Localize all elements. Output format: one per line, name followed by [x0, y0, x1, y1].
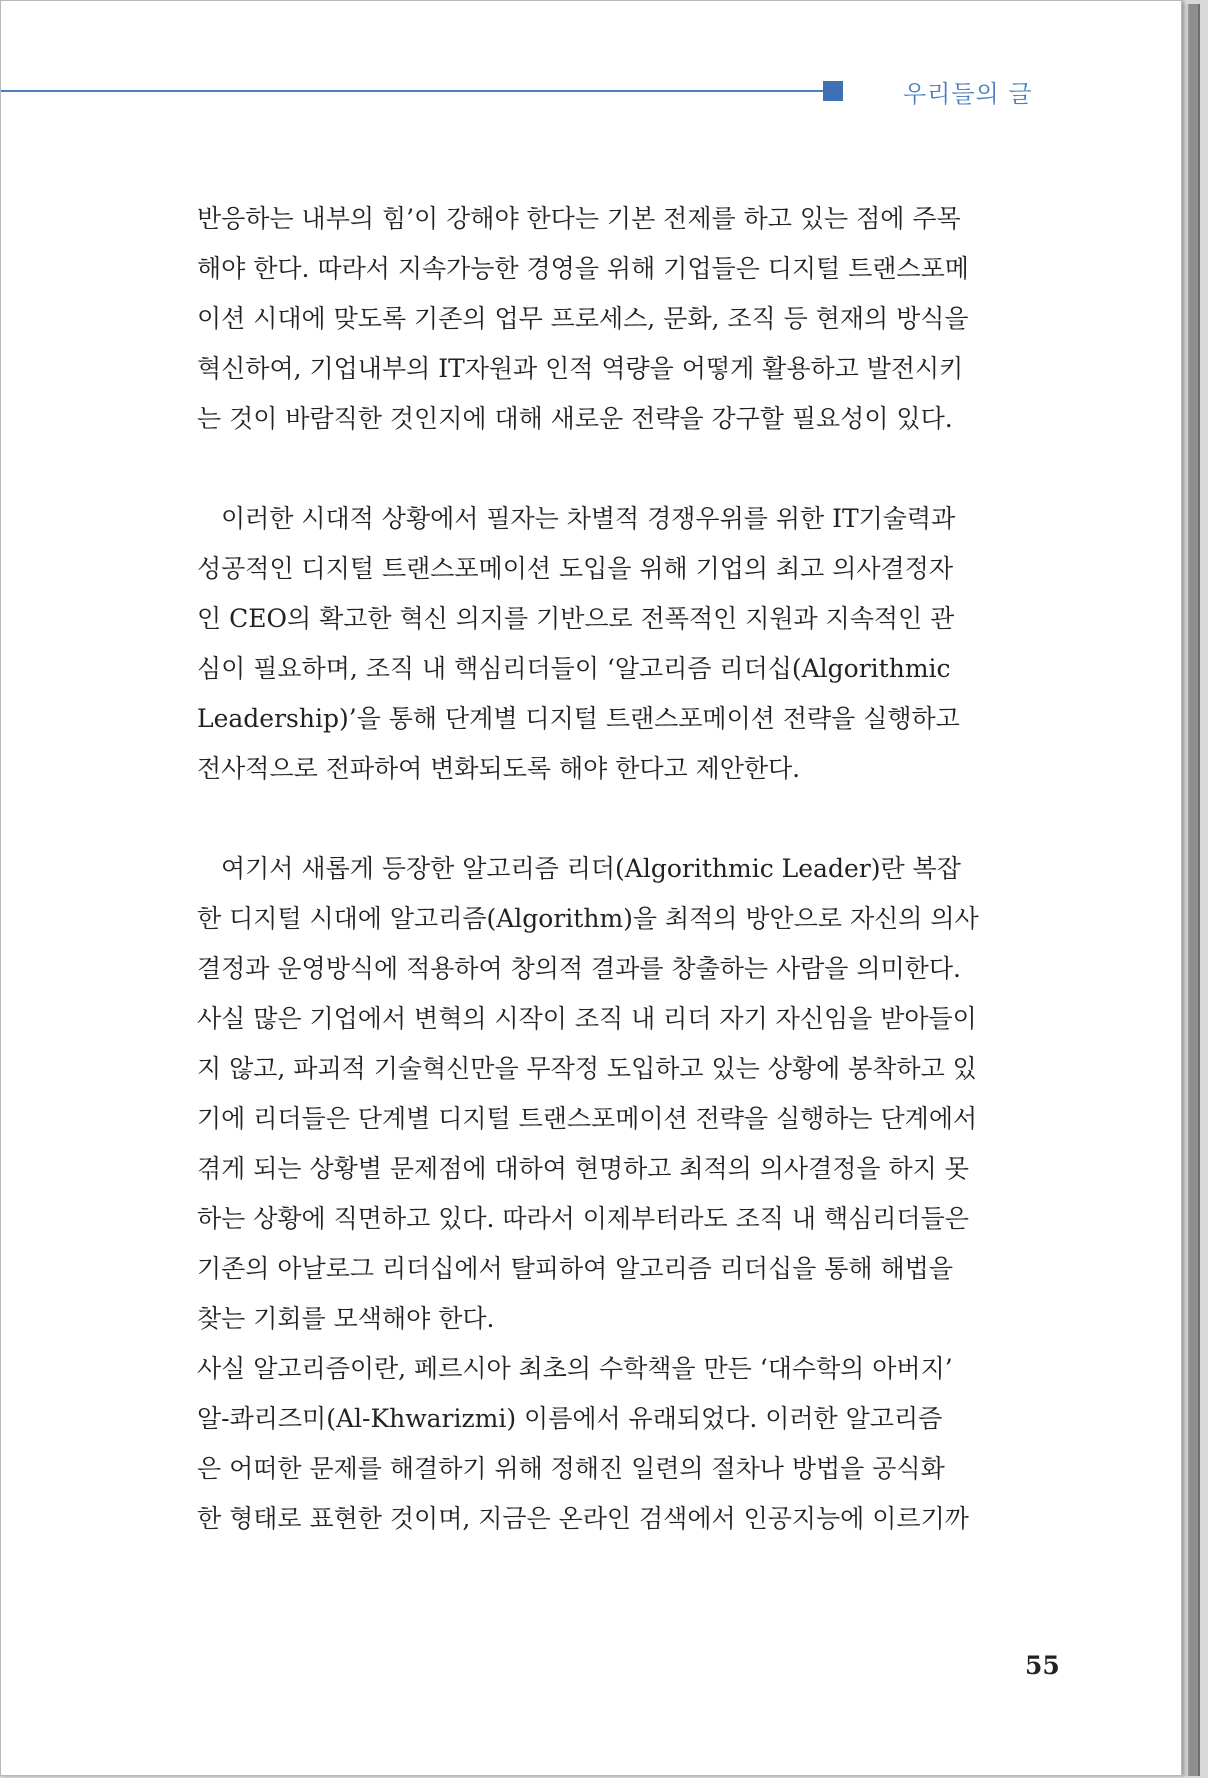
paragraph — [197, 844, 1057, 1544]
text-line: 하는 상황에 직면하고 있다. 따라서 이제부터라도 조직 내 핵심리더들은 — [197, 1204, 969, 1233]
text-line: 심이 필요하며, 조직 내 핵심리더들이 ‘알고리즘 리더십(Algorithmic — [197, 654, 951, 683]
text-line: 해야 한다. 따라서 지속가능한 경영을 위해 기업들은 디지털 트랜스포메 — [197, 254, 969, 283]
text-line: Leadership)’을 통해 단계별 디지털 트랜스포메이션 전략을 실행하고 — [197, 704, 960, 733]
paragraph — [197, 194, 1057, 444]
text-line: 이션 시대에 맞도록 기존의 업무 프로세스, 문화, 조직 등 현재의 방식을 — [197, 304, 969, 333]
text-line: 여기서 새롭게 등장한 알고리즘 리더(Algorithmic Leader)란 복잡 — [221, 854, 961, 883]
text-line: 는 것이 바람직한 것인지에 대해 새로운 전략을 강구할 필요성이 있다. — [197, 404, 953, 433]
paragraph — [197, 494, 1057, 794]
page-number: 55 — [1025, 1651, 1060, 1680]
body-text — [197, 194, 1057, 1544]
text-line: 찾는 기회를 모색해야 한다. — [197, 1304, 495, 1333]
text-line: 전사적으로 전파하여 변화되도록 해야 한다고 제안한다. — [197, 754, 801, 783]
header-rule — [1, 90, 823, 92]
text-line: 지 않고, 파괴적 기술혁신만을 무작정 도입하고 있는 상황에 봉착하고 있 — [197, 1054, 977, 1083]
text-line: 한 형태로 표현한 것이며, 지금은 온라인 검색에서 인공지능에 이르기까 — [197, 1504, 969, 1533]
page-edge-dark — [1188, 4, 1200, 1776]
text-line: 성공적인 디지털 트랜스포메이션 도입을 위해 기업의 최고 의사결정자 — [197, 554, 953, 583]
text-line: 혁신하여, 기업내부의 IT자원과 인적 역량을 어떻게 활용하고 발전시키 — [197, 354, 964, 383]
text-line: 사실 많은 기업에서 변혁의 시작이 조직 내 리더 자기 자신임을 받아들이 — [197, 1004, 977, 1033]
text-line: 기존의 아날로그 리더십에서 탈피하여 알고리즘 리더십을 통해 해법을 — [197, 1254, 953, 1283]
paragraph-gap — [197, 794, 1057, 844]
header-square-marker — [823, 81, 843, 101]
text-line: 겪게 되는 상황별 문제점에 대하여 현명하고 최적의 의사결정을 하지 못 — [197, 1154, 969, 1183]
text-line: 사실 알고리즘이란, 페르시아 최초의 수학책을 만든 ‘대수학의 아버지’ — [197, 1354, 953, 1383]
section-title: 우리들의 글 — [903, 80, 1033, 108]
text-line: 이러한 시대적 상황에서 필자는 차별적 경쟁우위를 위한 IT기술력과 — [221, 504, 956, 533]
text-line: 알-콰리즈미(Al-Khwarizmi) 이름에서 유래되었다. 이러한 알고리즘 — [197, 1404, 943, 1433]
text-line: 결정과 운영방식에 적용하여 창의적 결과를 창출하는 사람을 의미한다. — [197, 954, 961, 983]
text-line: 반응하는 내부의 힘’이 강해야 한다는 기본 전제를 하고 있는 점에 주목 — [197, 204, 961, 233]
text-line: 인 CEO의 확고한 혁신 의지를 기반으로 전폭적인 지원과 지속적인 관 — [197, 604, 955, 633]
text-line: 은 어떠한 문제를 해결하기 위해 정해진 일련의 절차나 방법을 공식화 — [197, 1454, 945, 1483]
paragraph-gap — [197, 444, 1057, 494]
text-line: 한 디지털 시대에 알고리즘(Algorithm)을 최적의 방안으로 자신의 의사 — [197, 904, 979, 933]
text-line: 기에 리더들은 단계별 디지털 트랜스포메이션 전략을 실행하는 단계에서 — [197, 1104, 978, 1133]
